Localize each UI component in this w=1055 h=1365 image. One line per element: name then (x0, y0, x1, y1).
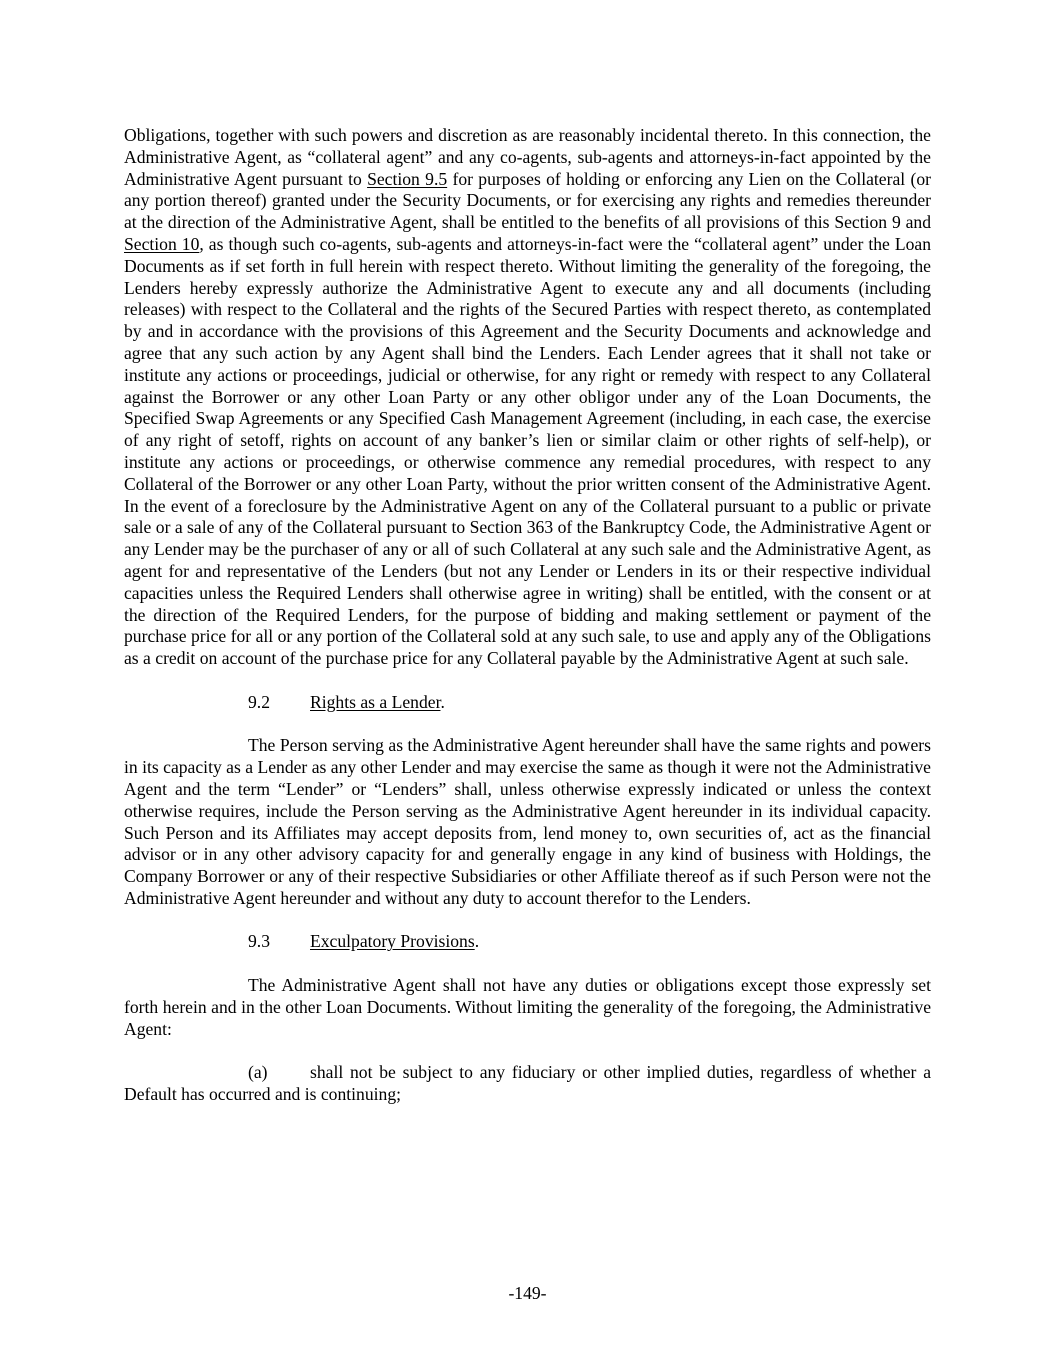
clause-label: (a) (248, 1062, 268, 1083)
document-body (124, 125, 931, 1106)
section-10-reference: Section 10 (124, 233, 200, 254)
section-title-period: . (474, 931, 480, 952)
paragraph-collateral-agent (124, 125, 931, 670)
clause-text: shall not be subject to any fiduciary or other implied duties, regardless of whether a Default has occurred and is continuing; (124, 1062, 931, 1105)
section-9-5-reference: Section 9.5 (367, 168, 448, 189)
section-heading-9-2 (124, 692, 931, 714)
section-title-period: . (440, 691, 445, 712)
paragraph-text: Obligations, together with such powers and discretion as are reasonably incidental thereto. In this connection, the Administrative Agent, as “collateral agent” and any co-agents, sub-agents and attorneys-in-fact appointed by the Administrative Agent pursuant to (124, 125, 931, 189)
section-number: 9.2 (248, 691, 270, 712)
clause-a (124, 1062, 931, 1106)
paragraph-text: for purposes of holding or enforcing any Lien on the Collateral (or any portion thereof) granted under the Security Documents, or for exercising any rights and remedies thereunder at the direction of the Administrative Agent, shall be entitled to the benefits of all provisions of this Section 9 and (124, 168, 931, 233)
section-number: 9.3 (248, 931, 270, 952)
section-9-3-body: The Administrative Agent shall not have any duties or obligations except those expressly set forth herein and in the other Loan Documents. Without limiting the generality of the foregoing, the Administrative Agent: (124, 975, 931, 1039)
paragraph-text: , as though such co-agents, sub-agents and attorneys-in-fact were the “collateral agent” under the Loan Documents as if set forth in full herein with respect thereto. Without limiting the generality of the foregoing, the Lenders hereby expressly authorize the Administrative Agent to execute any and all documents (including releases) with respect to the Collateral and the rights of the Secured Parties with respect thereto, as contemplated by and in accordance with the provisions of this Agreement and the Security Documents and acknowledge and agree that any such action by any Agent shall bind the Lenders. Each Lender agrees that it shall not take or institute any actions or proceedings, judicial or otherwise, for any right or remedy with respect to any Collateral against the Borrower or any other Loan Party or any other obligor under any of the Loan Documents, the Specified Swap Agreements or any Specified Cash Management Agreement (including, in each case, the exercise of any right of setoff, rights on account of any banker’s lien or similar claim or other rights of self-help), or institute any actions or proceedings, or otherwise commence any remedial procedures, with respect to any Collateral of the Borrower or any other Loan Party, without the prior written consent of the Administrative Agent. In the event of a foreclosure by the Administrative Agent on any of the Collateral pursuant to a public or private sale or a sale of any of the Collateral pursuant to Section 363 of the Bankruptcy Code, the Administrative Agent or any Lender may be the purchaser of any or all of such Collateral at any such sale and the Administrative Agent, as agent for and representative of the Lenders (but not any Lender or Lenders in its or their respective individual capacities unless the Required Lenders shall otherwise agree in writing) shall be entitled, with the consent or at the direction of the Required Lenders, for the purpose of bidding and making settlement or payment of the purchase price for all or any portion of the Collateral sold at any such sale, to use and apply any of the Obligations as a credit on account of the purchase price for any Collateral payable by the Administrative Agent at such sale. (124, 233, 932, 669)
section-title: Exculpatory Provisions (310, 931, 475, 952)
page-number: -149- (508, 1283, 547, 1303)
section-9-2-body: The Person serving as the Administrative Agent hereunder shall have the same rights and powers in its capacity as a Lender as any other Lender and may exercise the same as though it were not the Administrative Agent and the term “Lender” or “Lenders” shall, unless otherwise expressly indicated or unless the context otherwise requires, include the Person serving as the Administrative Agent hereunder in its individual capacity. Such Person and its Affiliates may accept deposits from, lend money to, own securities of, act as the financial advisor or in any other advisory capacity for and generally engage in any kind of business with Holdings, the Company Borrower or any of their respective Subsidiaries or other Affiliate thereof as if such Person were not the Administrative Agent hereunder and without any duty to account therefor to the Lenders. (124, 735, 931, 908)
section-title: Rights as a Lender (310, 691, 441, 712)
section-heading-9-3 (124, 931, 931, 953)
